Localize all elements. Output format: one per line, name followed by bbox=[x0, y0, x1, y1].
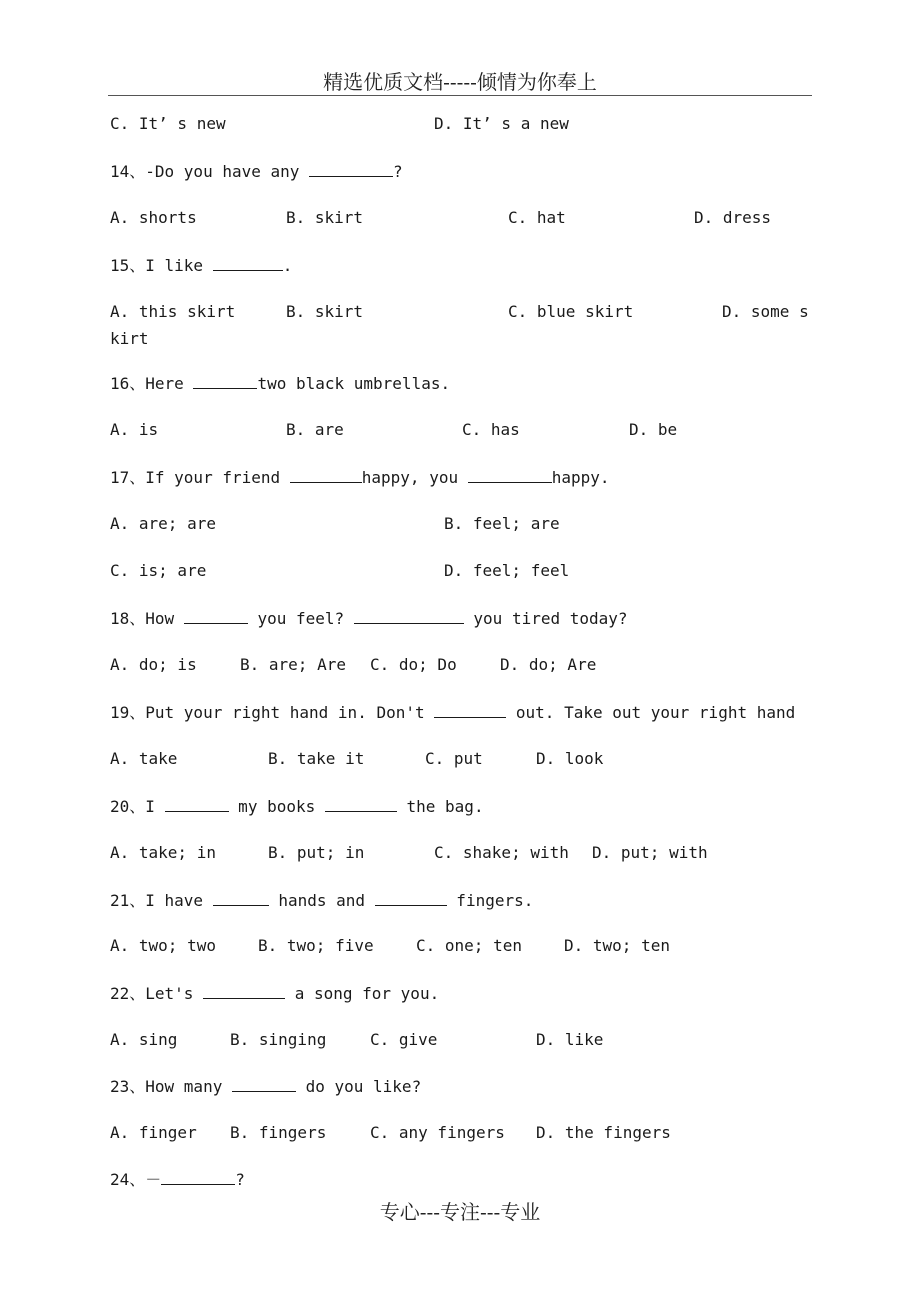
q23-option-d: D. the fingers bbox=[536, 1123, 671, 1142]
q22-option-d: D. like bbox=[536, 1030, 604, 1049]
q15-question bbox=[110, 254, 292, 276]
q14-question bbox=[110, 160, 403, 182]
q14-option-a: A. shorts bbox=[110, 208, 197, 227]
header-divider bbox=[108, 95, 812, 96]
q22-blank bbox=[203, 982, 285, 999]
q14-text: 14、-Do you have any bbox=[110, 162, 310, 181]
q18-option-b: B. are; Are bbox=[240, 655, 346, 674]
q21-option-d: D. two; ten bbox=[564, 936, 670, 955]
q22-text-end: a song for you. bbox=[285, 984, 440, 1003]
q17-text-mid: happy, you bbox=[361, 468, 468, 487]
q14-option-b: B. skirt bbox=[286, 208, 364, 227]
q21-question bbox=[110, 889, 533, 911]
q19-question bbox=[110, 701, 795, 723]
q17-option-d: D. feel; feel bbox=[444, 561, 570, 580]
q13-option-c: C. It’ s new bbox=[110, 114, 226, 133]
footer-title: 专心---专注---专业 bbox=[379, 1200, 541, 1224]
q18-option-d: D. do; Are bbox=[500, 655, 597, 674]
q23-text: 23、How many bbox=[110, 1077, 232, 1096]
q17-option-a: A. are; are bbox=[110, 514, 216, 533]
q23-blank bbox=[232, 1075, 296, 1092]
q19-text-end: out. Take out your right hand bbox=[506, 703, 796, 722]
q20-text: 20、I bbox=[110, 797, 165, 816]
q20-blank-1 bbox=[165, 795, 229, 812]
q16-blank bbox=[193, 372, 257, 389]
q21-text-end: fingers. bbox=[446, 891, 534, 910]
q17-blank-2 bbox=[468, 466, 552, 483]
q19-option-a: A. take bbox=[110, 749, 178, 768]
q16-text: 16、Here bbox=[110, 374, 194, 393]
q20-text-mid: my books bbox=[228, 797, 325, 816]
q21-option-b: B. two; five bbox=[258, 936, 374, 955]
q24-text: 24、－ bbox=[110, 1170, 162, 1189]
q20-option-c: C. shake; with bbox=[434, 843, 569, 862]
q15-blank bbox=[213, 254, 283, 271]
q22-option-a: A. sing bbox=[110, 1030, 178, 1049]
q19-option-d: D. look bbox=[536, 749, 604, 768]
q17-question bbox=[110, 466, 610, 488]
q16-question bbox=[110, 372, 450, 394]
q16-option-a: A. is bbox=[110, 420, 159, 439]
q22-option-b: B. singing bbox=[230, 1030, 327, 1049]
q15-text-end: . bbox=[282, 256, 293, 275]
q18-text: 18、How bbox=[110, 609, 184, 628]
q20-option-a: A. take; in bbox=[110, 843, 216, 862]
q18-option-a: A. do; is bbox=[110, 655, 197, 674]
q20-option-d: D. put; with bbox=[592, 843, 708, 862]
q23-option-a: A. finger bbox=[110, 1123, 197, 1142]
q20-option-b: B. put; in bbox=[268, 843, 365, 862]
q19-text: 19、Put your right hand in. Don't bbox=[110, 703, 435, 722]
q16-option-b: B. are bbox=[286, 420, 344, 439]
q23-text-end: do you like? bbox=[295, 1077, 422, 1096]
q24-text-end: ? bbox=[235, 1170, 245, 1189]
q15-option-a: A. this skirt bbox=[110, 302, 236, 321]
q21-text: 21、I have bbox=[110, 891, 213, 910]
q22-option-c: C. give bbox=[370, 1030, 438, 1049]
q24-blank bbox=[161, 1168, 235, 1185]
q18-blank-2 bbox=[354, 607, 464, 624]
q20-blank-2 bbox=[325, 795, 397, 812]
q17-option-c: C. is; are bbox=[110, 561, 207, 580]
q15-option-d: D. some s bbox=[722, 302, 809, 321]
q16-text-end: two black umbrellas. bbox=[257, 374, 451, 393]
q20-text-end: the bag. bbox=[396, 797, 484, 816]
q21-text-mid: hands and bbox=[268, 891, 375, 910]
q17-text: 17、If your friend bbox=[110, 468, 290, 487]
q22-text: 22、Let's bbox=[110, 984, 204, 1003]
q18-question bbox=[110, 607, 628, 629]
q14-blank bbox=[309, 160, 393, 177]
q18-option-c: C. do; Do bbox=[370, 655, 457, 674]
q15-text: 15、I like bbox=[110, 256, 213, 275]
q21-blank-1 bbox=[213, 889, 269, 906]
q21-blank-2 bbox=[375, 889, 447, 906]
q23-option-b: B. fingers bbox=[230, 1123, 327, 1142]
q20-question bbox=[110, 795, 484, 817]
q15-option-b: B. skirt bbox=[286, 302, 364, 321]
q15-option-c: C. blue skirt bbox=[508, 302, 634, 321]
q18-blank-1 bbox=[184, 607, 248, 624]
q18-text-mid: you feel? bbox=[247, 609, 354, 628]
q24-question bbox=[110, 1168, 245, 1190]
q15-option-d-continued: kirt bbox=[110, 329, 149, 348]
q19-option-c: C. put bbox=[425, 749, 483, 768]
q19-option-b: B. take it bbox=[268, 749, 365, 768]
q18-text-end: you tired today? bbox=[463, 609, 628, 628]
q23-option-c: C. any fingers bbox=[370, 1123, 505, 1142]
q21-option-c: C. one; ten bbox=[416, 936, 522, 955]
header-title: 精选优质文档-----倾情为你奉上 bbox=[323, 70, 597, 94]
q17-text-end: happy. bbox=[551, 468, 610, 487]
q14-option-d: D. dress bbox=[694, 208, 772, 227]
q14-option-c: C. hat bbox=[508, 208, 566, 227]
q19-blank bbox=[434, 701, 506, 718]
q22-question bbox=[110, 982, 439, 1004]
q16-option-c: C. has bbox=[462, 420, 520, 439]
q17-option-b: B. feel; are bbox=[444, 514, 560, 533]
q16-option-d: D. be bbox=[629, 420, 678, 439]
q23-question bbox=[110, 1075, 421, 1097]
q14-text-end: ? bbox=[393, 162, 403, 181]
q21-option-a: A. two; two bbox=[110, 936, 216, 955]
q17-blank-1 bbox=[290, 466, 362, 483]
q13-option-d: D. It’ s a new bbox=[434, 114, 569, 133]
